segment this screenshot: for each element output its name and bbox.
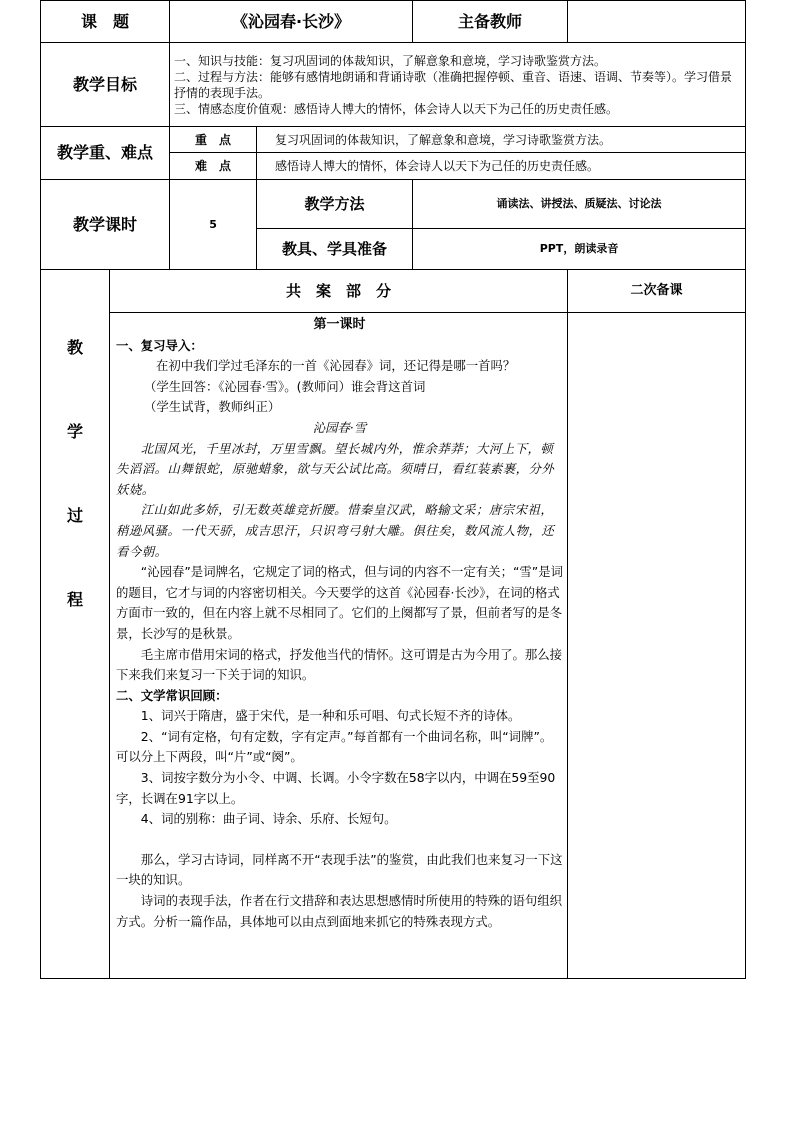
second-plan-header: 二次备课 bbox=[568, 270, 746, 313]
goal-emotion: 三、情感态度价值观：感悟诗人博大的情怀，体会诗人以天下为己任的历史责任感。 bbox=[174, 101, 619, 116]
section-knowledge-title: 二、文学常识回顾： bbox=[116, 687, 228, 703]
goal-process: 二、过程与方法：能够有感情地朗诵和背诵诗歌（准确把握停顿、重音、语速、语调、节奏等）。学习借景抒情的表现手法。 bbox=[174, 69, 733, 100]
explain-paragraph-2: 毛主席市借用宋词的格式，抒发他当代的情怀。这可谓是古为今用了。那么接下来我们来复习一下关于词的知识。 bbox=[116, 646, 563, 683]
poem-title: 沁园春·雪 bbox=[312, 419, 367, 435]
poem-stanza-2: 江山如此多娇，引无数英雄竞折腰。惜秦皇汉武，略输文采；唐宗宋祖，稍逊风骚。一代天骄，成吉思汗，只识弯弓射大雕。俱往矣，数风流人物，还看今朝。 bbox=[116, 502, 555, 559]
key-point-value: 复习巩固词的体裁知识，了解意象和意境，学习诗歌鉴赏方法。 bbox=[257, 127, 746, 153]
goals-content bbox=[170, 43, 746, 127]
intro-answer: （学生回答：《沁园春·雪》。(教师问）谁会背这首词 bbox=[144, 378, 426, 394]
explain-paragraph-1: “沁园春”是词牌名，它规定了词的格式，但与词的内容不一定有关；“雪”是词的题目，它才与词的内容密切相关。今天要学的这首《沁园春·长沙》，在词的格式方面市一致的，但在内容上就不尽相同了。它们的上阕都写了景，但前者写的是冬景，长沙写的是秋景。 bbox=[116, 564, 563, 641]
goal-knowledge: 一、知识与技能：复习巩固词的体裁知识，了解意象和意境，学习诗歌鉴赏方法。 bbox=[174, 53, 607, 68]
shared-plan-content bbox=[110, 313, 568, 979]
method-label: 教学方法 bbox=[257, 180, 413, 229]
poem-stanza-1: 北国风光，千里冰封，万里雪飘。望长城内外，惟余莽莽；大河上下，顿失滔滔。山舞银蛇，原驰蜡象，欲与天公试比高。须晴日，看红装素裹，分外妖娆。 bbox=[116, 440, 555, 497]
process-char-1: 教 bbox=[66, 338, 83, 357]
teacher-label: 主备教师 bbox=[413, 1, 568, 43]
lesson-plan-table bbox=[40, 0, 746, 979]
closing-paragraph-1: 那么，学习古诗词，同样离不开“表现手法”的鉴赏，由此我们也来复习一下这一块的知识。 bbox=[116, 851, 563, 888]
intro-recite: （学生试背，教师纠正） bbox=[144, 399, 281, 415]
closing-paragraph-2: 诗词的表现手法，作者在行文措辞和表达思想感情时所使用的特殊的语句组织方式。分析一篇作品，具体地可以由点到面地来抓它的特殊表现方式。 bbox=[116, 893, 563, 929]
prep-label: 教具、学具准备 bbox=[257, 229, 413, 270]
intro-question: 在初中我们学过毛泽东的一首《沁园春》词，还记得是哪一首吗？ bbox=[156, 358, 516, 374]
lesson-title: 《沁园春·长沙》 bbox=[170, 1, 413, 43]
prep-value: PPT，朗读录音 bbox=[413, 229, 746, 270]
fact-3: 3、词按字数分为小令、中调、长调。小令字数在58字以内，中调在59至90字，长调在91字以上。 bbox=[116, 770, 556, 806]
difficulty-label: 难 点 bbox=[170, 153, 257, 180]
hours-value: 5 bbox=[170, 180, 257, 270]
subject-label: 课 题 bbox=[41, 1, 170, 43]
key-point-label: 重 点 bbox=[170, 127, 257, 153]
keypoints-label: 教学重、难点 bbox=[41, 127, 170, 180]
section-review-title: 一、复习导入： bbox=[116, 337, 203, 353]
process-label bbox=[41, 270, 110, 979]
fact-1: 1、词兴于隋唐，盛于宋代，是一种和乐可唱、句式长短不齐的诗体。 bbox=[140, 708, 521, 724]
goals-label: 教学目标 bbox=[41, 43, 170, 127]
hours-label: 教学课时 bbox=[41, 180, 170, 270]
second-plan-content bbox=[568, 313, 746, 979]
teacher-value bbox=[568, 1, 746, 43]
process-char-3: 过 bbox=[66, 506, 83, 525]
fact-2: 2、“词有定格，句有定数，字有定声。”每首都有一个曲词名称，叫“词牌”。可以分上下两段，叫“片”或“阕”。 bbox=[116, 728, 553, 765]
fact-4: 4、词的别称：曲子词、诗余、乐府、长短句。 bbox=[140, 811, 397, 827]
method-value: 诵读法、讲授法、质疑法、讨论法 bbox=[413, 180, 746, 229]
lesson-number: 第一课时 bbox=[313, 317, 366, 332]
lesson-plan-page bbox=[40, 0, 745, 979]
process-char-2: 学 bbox=[66, 422, 83, 441]
difficulty-value: 感悟诗人博大的情怀，体会诗人以天下为己任的历史责任感。 bbox=[257, 153, 746, 180]
spacer bbox=[116, 830, 563, 850]
shared-plan-header: 共 案 部 分 bbox=[110, 270, 568, 313]
process-char-4: 程 bbox=[66, 590, 83, 609]
